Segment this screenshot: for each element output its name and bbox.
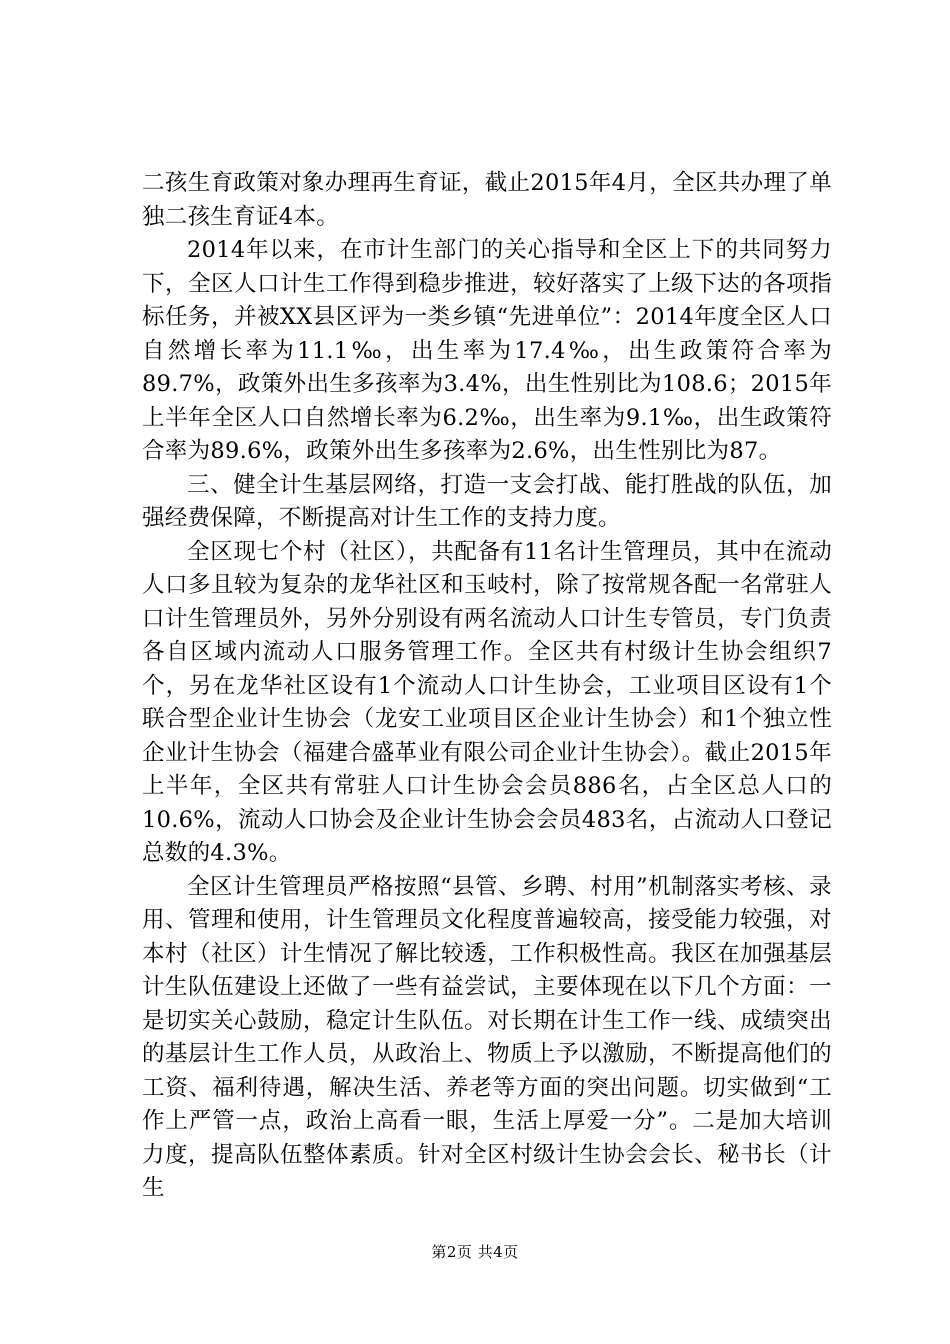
- paragraph-5: 全区计生管理员严格按照“县管、乡聘、村用”机制落实考核、录用、管理和使用，计生管理员文化程度普遍较高，接受能力较强，对本村（社区）计生情况了解比较透，工作积极性高。我区在加强基层计生队伍建设上还做了一些有益尝试，主要体现在以下几个方面：一是切实关心鼓励，稳定计生队伍。对长期在计生工作一线、成绩突出的基层计生工作人员，从政治上、物质上予以激励，不断提高他们的工资、福利待遇，解决生活、养老等方面的突出问题。切实做到“工作上严管一点，政治上高看一眼，生活上厚爱一分”。二是加大培训力度，提高队伍整体素质。针对全区村级计生协会会长、秘书长（计生: [142, 873, 832, 1201]
- paragraph-4: 全区现七个村（社区），共配备有11名计生管理员，其中在流动人口多且较为复杂的龙华社区和玉岐村，除了按常规各配一名常驻人口计生管理员外，另外分别设有两名流动人口计生专管员，专门负责各自区域内流动人口服务管理工作。全区共有村级计生协会组织7个，另在龙华社区设有1个流动人口计生协会，工业项目区设有1个联合型企业计生协会（龙安工业项目区企业计生协会）和1个独立性企业计生协会（福建合盛革业有限公司企业计生协会）。截止2015年上半年，全区共有常驻人口计生协会会员886名，占全区总人口的10.6%，流动人口协会及企业计生协会会员483名，占流动人口登记总数的4.3%。: [142, 538, 832, 866]
- page-number-footer: 第2页 共4页: [431, 1243, 519, 1261]
- document-body: [142, 167, 832, 1206]
- paragraph-2: 2014年以来，在市计生部门的关心指导和全区上下的共同努力下，全区人口计生工作得到稳步推进，较好落实了上级下达的各项指标任务，并被XX县区评为一类乡镇“先进单位”：2014年度全区人口自然增长率为11.1‰，出生率为17.4‰，出生政策符合率为89.7%，政策外出生多孩率为3.4%，出生性别比为108.6；2015年上半年全区人口自然增长率为6.2‰，出生率为9.1‰，出生政策符合率为89.6%，政策外出生多孩率为2.6%，出生性别比为87。: [142, 237, 832, 464]
- paragraph-3: 三、健全计生基层网络，打造一支会打战、能打胜战的队伍，加强经费保障，不断提高对计生工作的支持力度。: [142, 471, 832, 531]
- paragraph-1: 二孩生育政策对象办理再生育证，截止2015年4月，全区共办理了单独二孩生育证4本。: [142, 170, 832, 230]
